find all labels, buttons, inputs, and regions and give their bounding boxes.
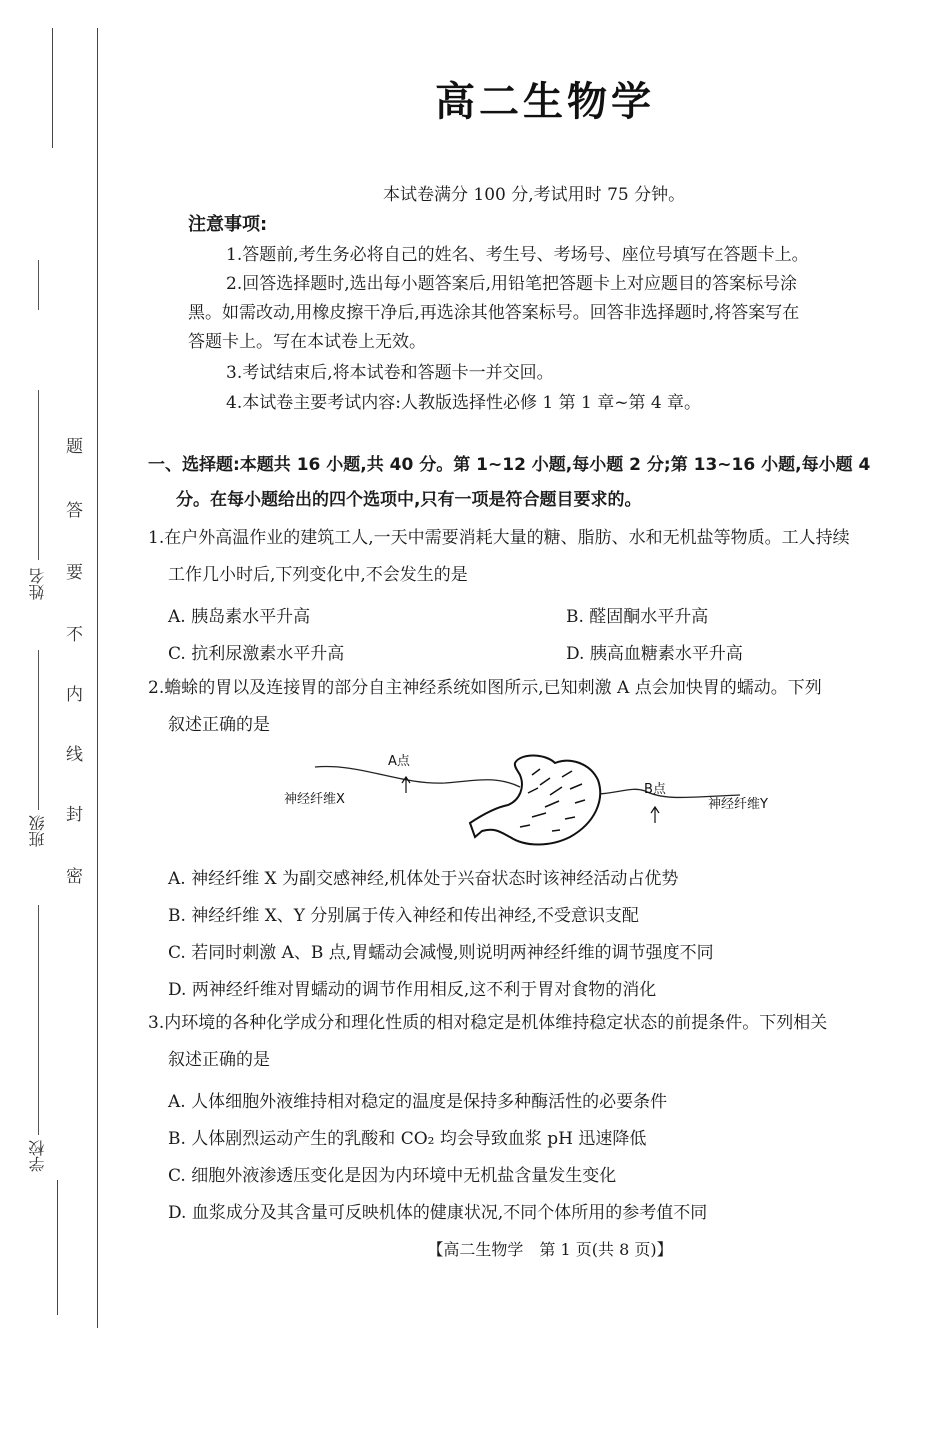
question-line: 1.在户外高温作业的建筑工人,一天中需要消耗大量的糖、脂肪、水和无机盐等物质。工人持续 <box>148 528 850 548</box>
seal-char: 封 <box>66 805 83 825</box>
question-line: 叙述正确的是 <box>168 715 270 735</box>
seal-char: 线 <box>66 745 83 765</box>
stomach-nerve-diagram <box>270 745 800 855</box>
page-footer: 【高二生物学 第 1 页(共 8 页)】 <box>427 1240 673 1259</box>
name-blank-line-2 <box>38 390 39 560</box>
nerve-fiber-x-line <box>315 767 520 787</box>
seal-char: 答 <box>66 501 83 521</box>
stomach-drawing <box>470 756 600 845</box>
seal-char: 不 <box>66 625 83 645</box>
notice-heading: 注意事项: <box>188 214 268 235</box>
q3-option-c: C. 细胞外液渗透压变化是因为内环境中无机盐含量发生变化 <box>168 1166 617 1186</box>
question-1-stem <box>148 520 923 594</box>
question-3-stem <box>148 1005 923 1079</box>
q2-option-c: C. 若同时刺激 A、B 点,胃蠕动会减慢,则说明两神经纤维的调节强度不同 <box>168 943 714 963</box>
q3-option-b: B. 人体剧烈运动产生的乳酸和 CO₂ 均会导致血浆 pH 迅速降低 <box>168 1129 647 1149</box>
school-label: 学校 <box>28 1140 47 1172</box>
class-blank-line <box>38 650 39 810</box>
school-blank-line <box>38 905 39 1135</box>
fiber-y-label: 神经纤维Y <box>708 797 768 812</box>
q2-option-b: B. 神经纤维 X、Y 分别属于传入神经和传出神经,不受意识支配 <box>168 906 639 926</box>
question-2-stem <box>148 670 923 744</box>
seal-char: 要 <box>66 563 83 583</box>
name-label: 姓名 <box>28 568 47 600</box>
class-label: 班级 <box>28 815 47 847</box>
question-line: 叙述正确的是 <box>168 1050 270 1070</box>
seal-char: 密 <box>66 867 83 887</box>
name-blank-line <box>38 260 39 310</box>
seal-char: 题 <box>66 437 83 457</box>
question-line: 工作几小时后,下列变化中,不会发生的是 <box>168 565 468 585</box>
section-heading-line: 一、选择题:本题共 16 小题,共 40 分。第 1~12 小题,每小题 2 分;第 13~16 小题,每小题 4 <box>148 455 871 475</box>
q3-option-a: A. 人体细胞外液维持相对稳定的温度是保持多种酶活性的必要条件 <box>168 1092 668 1112</box>
q3-option-d: D. 血浆成分及其含量可反映机体的健康状况,不同个体所用的参考值不同 <box>168 1203 708 1223</box>
exam-info: 本试卷满分 100 分,考试用时 75 分钟。 <box>383 185 686 205</box>
section-heading-line: 分。在每小题给出的四个选项中,只有一项是符合题目要求的。 <box>176 490 642 510</box>
notice-item: 答题卡上。写在本试卷上无效。 <box>188 332 426 352</box>
page-title: 高二生物学 <box>435 79 655 125</box>
q1-option-b: B. 醛固酮水平升高 <box>566 607 709 627</box>
notice-item: 2.回答选择题时,选出每小题答案后,用铅笔把答题卡上对应题目的答案标号涂 <box>226 274 798 294</box>
notice-item: 4.本试卷主要考试内容:人教版选择性必修 1 第 1 章~第 4 章。 <box>226 393 702 413</box>
arrow-b <box>651 807 659 823</box>
section-heading <box>148 448 928 518</box>
notice-item: 3.考试结束后,将本试卷和答题卡一并交回。 <box>226 363 554 383</box>
question-line: 3.内环境的各种化学成分和理化性质的相对稳定是机体维持稳定状态的前提条件。下列相关 <box>148 1013 828 1033</box>
seal-char: 内 <box>66 685 83 705</box>
margin-border-line <box>97 28 98 1328</box>
q1-option-d: D. 胰高血糖素水平升高 <box>566 644 743 664</box>
q2-option-a: A. 神经纤维 X 为副交感神经,机体处于兴奋状态时该神经活动占优势 <box>168 869 679 889</box>
question-line: 2.蟾蜍的胃以及连接胃的部分自主神经系统如图所示,已知刺激 A 点会加快胃的蠕动。下列 <box>148 678 822 698</box>
q1-option-c: C. 抗利尿激素水平升高 <box>168 644 345 664</box>
notice-item: 1.答题前,考生务必将自己的姓名、考生号、考场号、座位号填写在答题卡上。 <box>226 245 809 265</box>
fiber-x-label: 神经纤维X <box>284 792 345 807</box>
notice-item: 黑。如需改动,用橡皮擦干净后,再选涂其他答案标号。回答非选择题时,将答案写在 <box>188 303 800 323</box>
q2-option-d: D. 两神经纤维对胃蠕动的调节作用相反,这不利于胃对食物的消化 <box>168 980 657 1000</box>
q1-option-a: A. 胰岛素水平升高 <box>168 607 311 627</box>
point-b-label: B点 <box>644 782 666 797</box>
point-a-label: A点 <box>388 754 410 769</box>
